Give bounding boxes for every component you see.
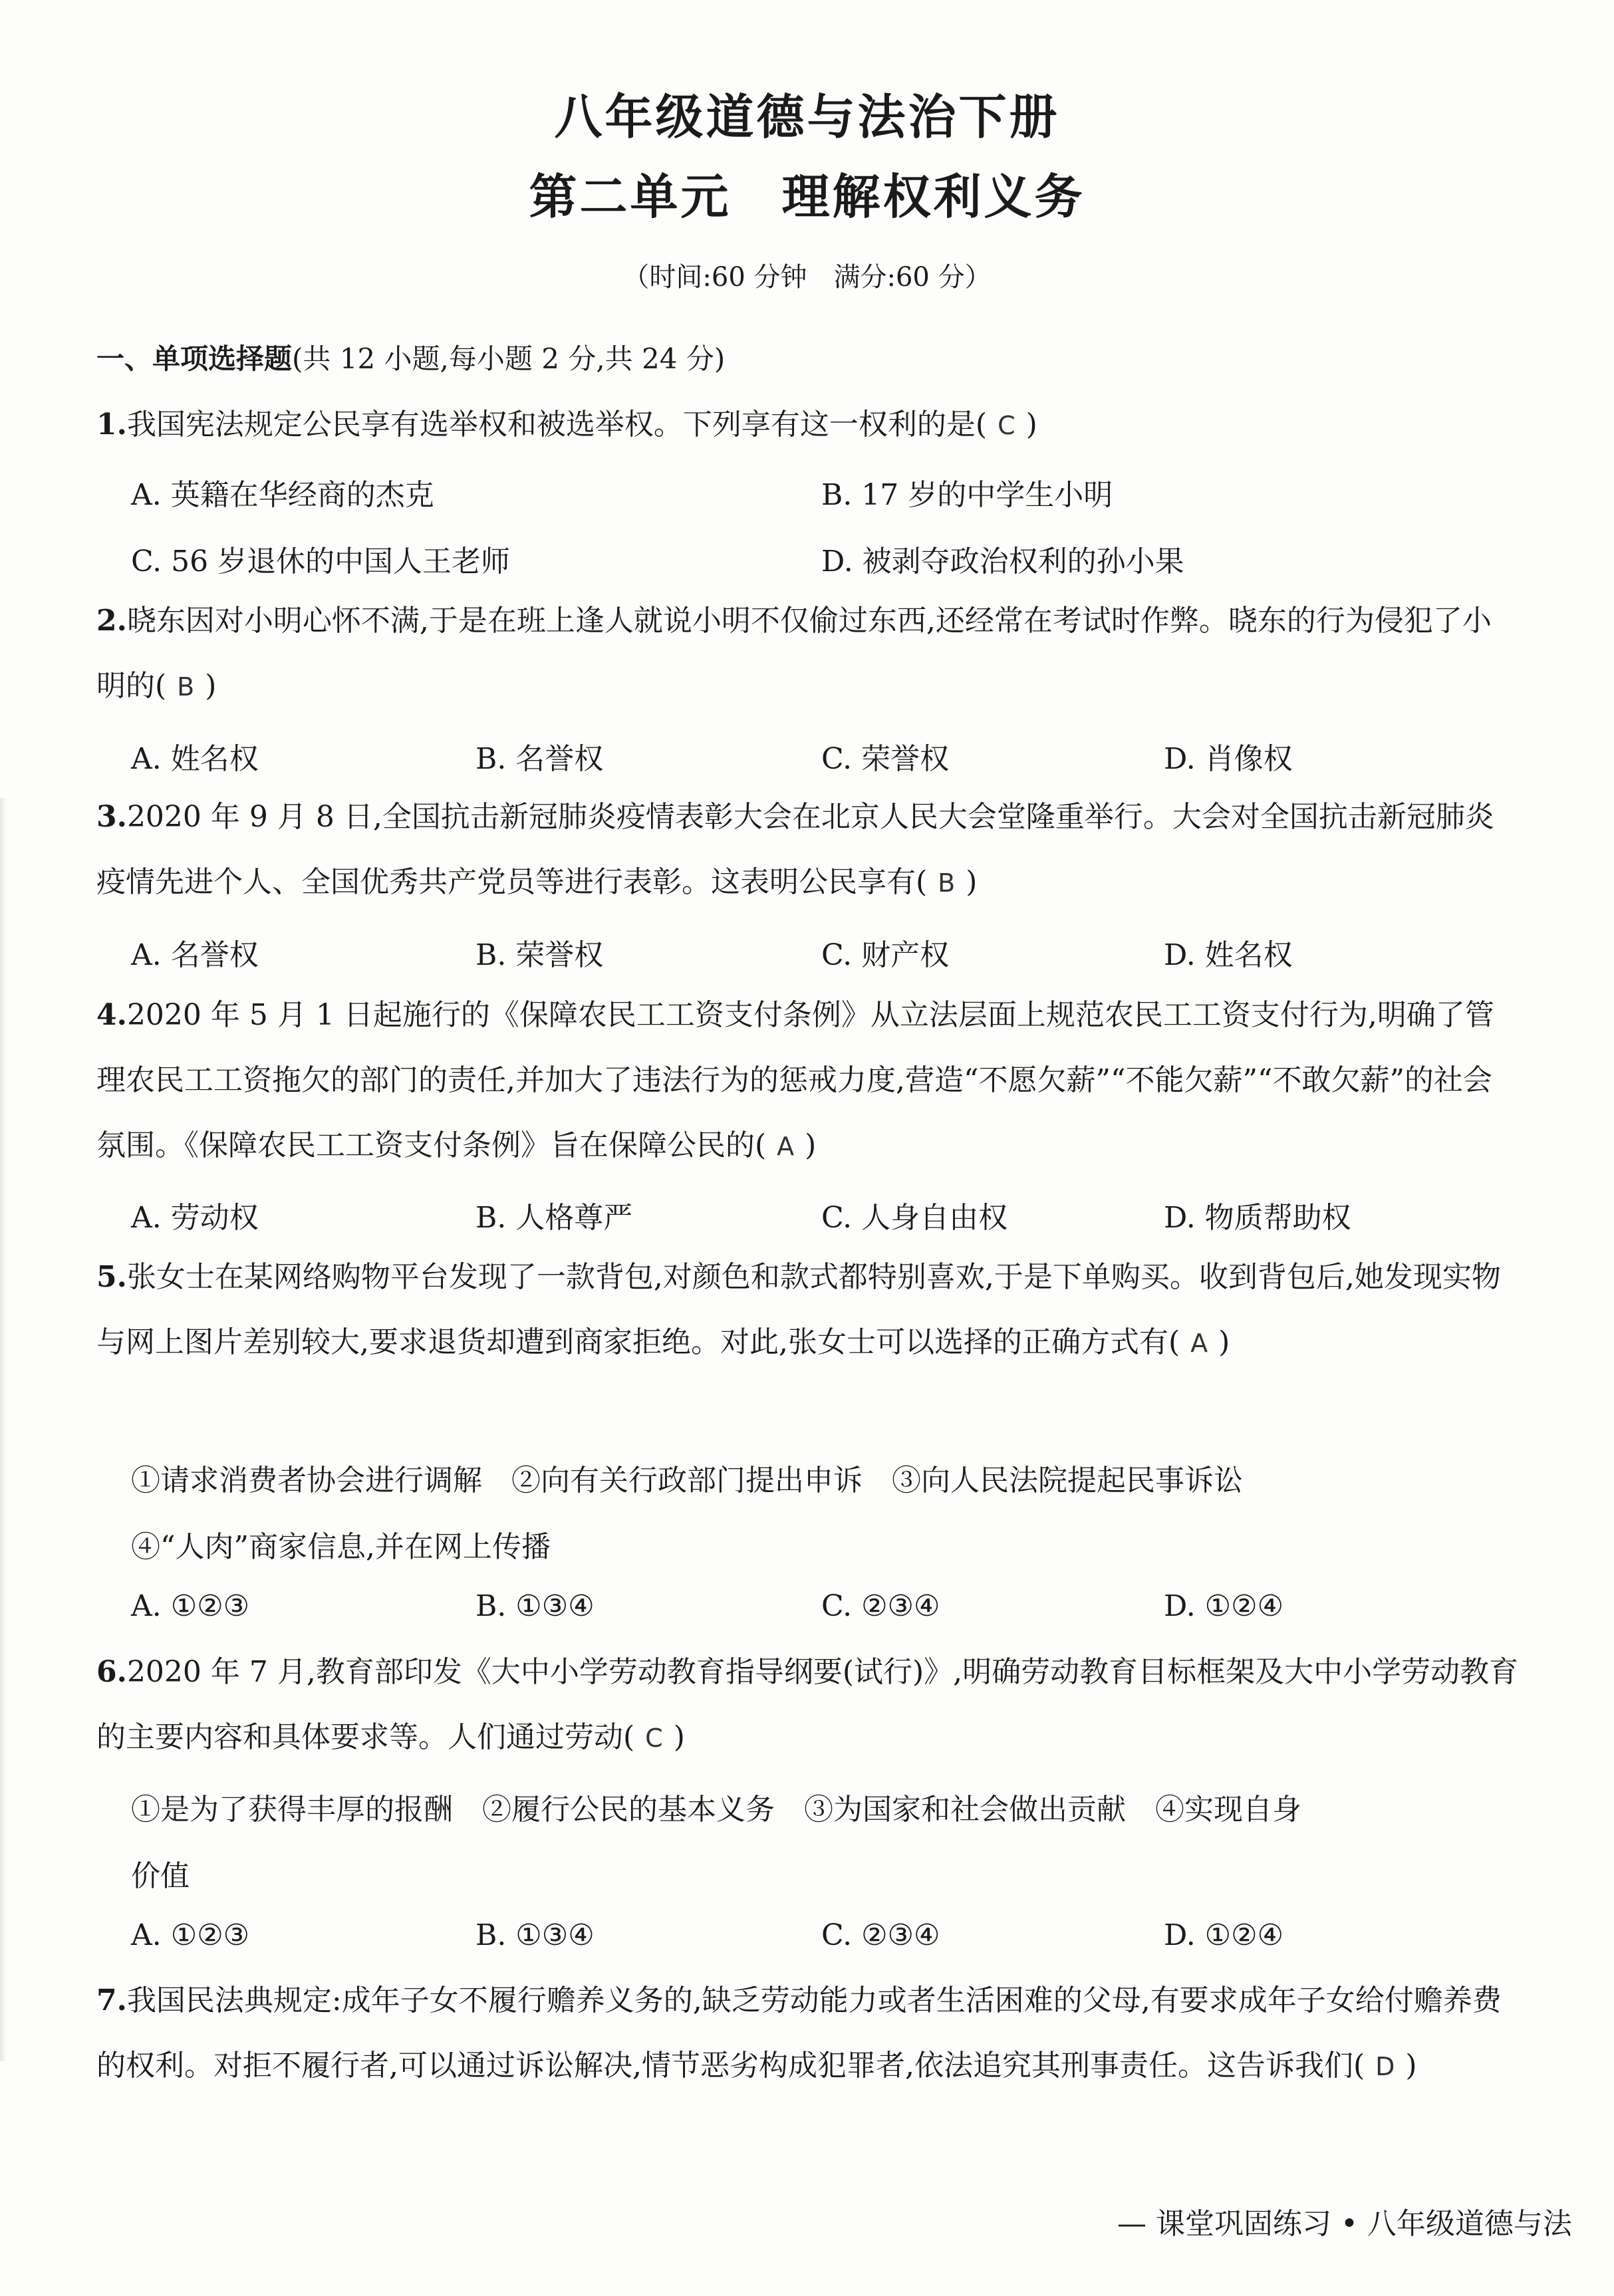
exam-meta: （时间:60 分钟 满分:60 分）	[622, 262, 992, 293]
option-a: A. 名誉权	[131, 938, 259, 972]
question-text: 2020 年 7 月,教育部印发《大中小学劳动教育指导纲要(试行)》,明确劳动教育目标框架及大中小学劳动教育的主要内容和具体要求等。人们通过劳动(	[96, 1655, 1519, 1754]
statement-list: ①请求消费者协会进行调解 ②向有关行政部门提出申诉 ③向人民法院提起民事诉讼	[131, 1464, 1243, 1497]
option-a: A. 英籍在华经商的杰克	[131, 478, 434, 512]
question-number: 7.	[96, 1983, 127, 2017]
question-text: 我国宪法规定公民享有选举权和被选举权。下列享有这一权利的是(	[126, 408, 988, 442]
option-c: C. ②③④	[821, 1918, 940, 1952]
option-d: D. 姓名权	[1164, 938, 1293, 972]
question-close: )	[1218, 1325, 1230, 1359]
question-close: )	[673, 1720, 685, 1754]
answer-mark: C	[645, 1723, 663, 1753]
question-number: 6.	[96, 1655, 127, 1689]
section-heading	[96, 337, 725, 377]
option-c: C. 人身自由权	[821, 1201, 1008, 1235]
option-c: C. 56 岁退休的中国人王老师	[131, 545, 511, 578]
answer-mark: C	[998, 411, 1015, 440]
answer-mark: A	[777, 1132, 795, 1161]
option-d: D. 肖像权	[1164, 742, 1293, 776]
question-number: 2.	[96, 604, 127, 638]
question-text: 我国民法典规定:成年子女不履行赡养义务的,缺乏劳动能力或者生活困难的父母,有要求成年子女给付赡养费的权利。对拒不履行者,可以通过诉讼解决,情节恶劣构成犯罪者,依法追究其刑事责任。这告诉我们(	[96, 1983, 1502, 2083]
question-3	[96, 785, 1520, 916]
statement-list: ①是为了获得丰厚的报酬 ②履行公民的基本义务 ③为国家和社会做出贡献 ④实现自身	[131, 1793, 1301, 1827]
option-a: A. 姓名权	[131, 742, 259, 776]
answer-mark: D	[1375, 2052, 1395, 2081]
question-5	[96, 1245, 1520, 1376]
question-close: )	[1025, 408, 1037, 442]
page-footer: — 课堂巩固练习 • 八年级道德与法	[1117, 2207, 1572, 2241]
question-close: )	[205, 669, 217, 703]
question-close: )	[1405, 2049, 1417, 2083]
question-6	[96, 1640, 1520, 1771]
option-b: B. 荣誉权	[475, 938, 604, 972]
option-b: B. 名誉权	[475, 742, 604, 776]
question-1	[96, 392, 1520, 458]
question-number: 5.	[96, 1260, 127, 1294]
answer-mark: A	[1190, 1329, 1208, 1358]
statement-list: 价值	[131, 1859, 190, 1893]
option-d: D. ①②④	[1164, 1589, 1284, 1623]
option-d: D. 物质帮助权	[1164, 1201, 1351, 1235]
unit-title: 第二单元 理解权利义务	[529, 168, 1085, 225]
question-number: 3.	[96, 800, 127, 834]
question-text: 晓东因对小明心怀不满,于是在班上逢人就说小明不仅偷过东西,还经常在考试时作弊。晓东的行为侵犯了小明的(	[96, 604, 1492, 703]
question-number: 1.	[96, 408, 127, 442]
option-d: D. 被剥夺政治权利的孙小果	[821, 545, 1184, 578]
option-a: A. 劳动权	[131, 1201, 259, 1235]
answer-mark: B	[177, 672, 195, 702]
option-b: B. 17 岁的中学生小明	[821, 478, 1113, 512]
section-note: (共 12 小题,每小题 2 分,共 24 分)	[292, 342, 726, 375]
option-a: A. ①②③	[131, 1918, 250, 1952]
page-title: 八年级道德与法治下册	[554, 88, 1060, 145]
option-b: B. 人格尊严	[475, 1201, 633, 1235]
option-a: A. ①②③	[131, 1589, 250, 1623]
question-2	[96, 588, 1520, 719]
option-d: D. ①②④	[1164, 1918, 1284, 1952]
statement-list: ④“人肉”商家信息,并在网上传播	[131, 1530, 551, 1564]
question-text: 2020 年 9 月 8 日,全国抗击新冠肺炎疫情表彰大会在北京人民大会堂隆重举行。大会对全国抗击新冠肺炎疫情先进个人、全国优秀共产党员等进行表彰。这表明公民享有(	[96, 800, 1494, 899]
option-b: B. ①③④	[475, 1918, 595, 1952]
section-label: 一、单项选择题	[96, 342, 293, 375]
question-close: )	[966, 865, 978, 899]
question-4	[96, 983, 1520, 1179]
option-b: B. ①③④	[475, 1589, 595, 1623]
question-close: )	[805, 1128, 817, 1162]
answer-mark: B	[938, 868, 956, 898]
question-text: 2020 年 5 月 1 日起施行的《保障农民工工资支付条例》从立法层面上规范农民工工资支付行为,明确了管理农民工工资拖欠的部门的责任,并加大了违法行为的惩戒力度,营造“不愿欠薪”“不能欠薪”“不敢欠薪”的社会氛围。《保障农民工工资支付条例》旨在保障公民的(	[96, 998, 1494, 1162]
option-c: C. 荣誉权	[821, 742, 950, 776]
question-7	[96, 1968, 1520, 2099]
option-c: C. ②③④	[821, 1589, 940, 1623]
scan-edge-shadow	[0, 798, 7, 2061]
question-number: 4.	[96, 998, 127, 1032]
question-text: 张女士在某网络购物平台发现了一款背包,对颜色和款式都特别喜欢,于是下单购买。收到背包后,她发现实物与网上图片差别较大,要求退货却遭到商家拒绝。对此,张女士可以选择的正确方式有(	[96, 1260, 1501, 1359]
option-c: C. 财产权	[821, 938, 950, 972]
